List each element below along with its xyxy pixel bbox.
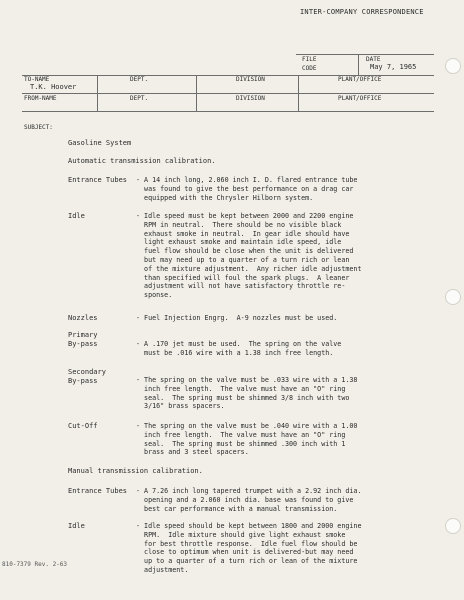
section-heading: Gasoline System <box>68 139 132 147</box>
binder-hole <box>445 58 461 74</box>
item-text: - A .170 jet must be used. The spring on the valve must be .016 wire with a 1.38 inch free length. <box>136 340 342 357</box>
item-label: Primary By-pass <box>68 331 98 348</box>
item-label: Entrance Tubes <box>68 176 128 184</box>
item-text: - The spring on the valve must be .040 wire with a 1.00 inch free length. The valve must have an "O" ring seal. The spring must be shimmed .300 inch with 1 brass and 3 steel spacers. <box>136 422 358 457</box>
form-number: 810-7379 Rev. 2-63 <box>2 561 68 568</box>
from-plant-label: PLANT/OFFICE <box>338 95 382 102</box>
item-label: Entrance Tubes <box>68 487 128 495</box>
item-text: - Fuel Injection Engrg. A-9 nozzles must be used. <box>136 314 338 322</box>
manual-calibration-title: Manual transmission calibration. <box>68 467 203 475</box>
file-label: FILE <box>302 56 317 63</box>
item-text: - The spring on the valve must be .033 wire with a 1.38 inch free length. The valve must have an "O" ring seal. The spring must be shimmed 3/8 inch with two 3/16" brass spacers. <box>136 376 358 411</box>
item-text: - A 14 inch long, 2.060 inch I. D. flared entrance tube was found to give the best performance on a drag car equipped with the Chrysler Hilborn system. <box>136 176 358 202</box>
from-label: FROM-NAME <box>24 95 57 102</box>
to-dept-label: DEPT. <box>130 76 149 83</box>
divider <box>358 54 359 75</box>
divider <box>298 75 299 111</box>
to-label: TO-NAME <box>24 76 50 83</box>
letterhead-title: INTER-COMPANY CORRESPONDENCE <box>300 8 424 16</box>
item-label: Nozzles <box>68 314 98 322</box>
item-label: Secondary By-pass <box>68 368 106 385</box>
item-text: - Idle speed must be kept between 2000 and 2200 engine RPM in neutral. There should be no visible black exhaust smoke in neutral. In gear idle should have light exhaust smoke and maintain idle speed, idle fuel flow should be close when the unit is delivered but may need up to a quarter of a turn rich or lean of the mixture adjustment. Any richer idle adjustment than specified will foul the spark plugs. A leaner adjustment will not have satisfactory throttle re- sponse. <box>136 212 362 300</box>
divider <box>196 75 197 111</box>
code-label: CODE <box>302 65 317 72</box>
to-plant-label: PLANT/OFFICE <box>338 76 382 83</box>
divider <box>296 54 434 55</box>
auto-calibration-title: Automatic transmission calibration. <box>68 157 216 165</box>
date-label: DATE <box>366 56 381 63</box>
from-division-label: DIVISION <box>236 95 265 102</box>
item-text: - Idle speed should be kept between 1800 and 2000 engine RPM. Idle mixture should give light exhaust smoke for best throttle response. Idle fuel flow should be close to optimum when unit is delivered-but may need up to a quarter of a turn rich or lean of the mixture adjustment. <box>136 522 362 574</box>
to-value: T.K. Hoover <box>30 83 77 91</box>
item-label: Idle <box>68 522 85 530</box>
item-text: - A 7.26 inch long tapered trumpet with a 2.92 inch dia. opening and a 2.060 inch dia. base was found to give best car performance with a manual transmission. <box>136 487 362 513</box>
item-label: Idle <box>68 212 85 220</box>
binder-hole <box>445 289 461 305</box>
binder-hole <box>445 518 461 534</box>
divider <box>22 111 434 112</box>
divider <box>97 75 98 111</box>
to-division-label: DIVISION <box>236 76 265 83</box>
date-value: May 7, 1965 <box>370 63 417 71</box>
from-dept-label: DEPT. <box>130 95 149 102</box>
item-label: Cut-Off <box>68 422 98 430</box>
subject-label: SUBJECT: <box>24 124 53 131</box>
